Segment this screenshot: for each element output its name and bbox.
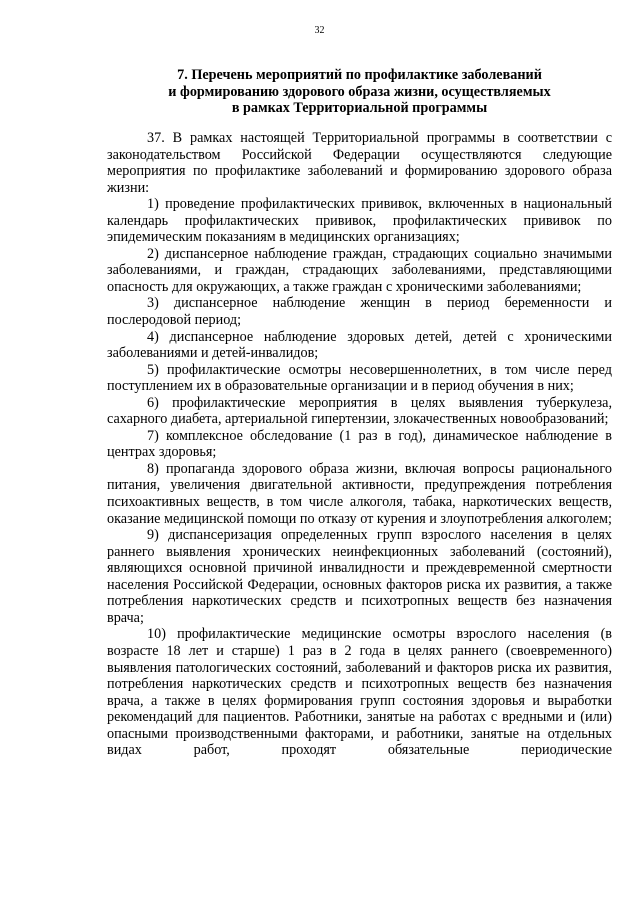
list-item-3-pregnancy-observation: 3) диспансерное наблюдение женщин в период беременности и послеродовой период; <box>107 295 612 329</box>
list-item-1-vaccinations: 1) проведение профилактических прививок, включенных в национальный календарь профилактических прививок, профилактических прививок по эпидемическим показаниям в медицинских организациях; <box>107 196 612 246</box>
section-heading-line-2: и формированию здорового образа жизни, осуществляемых <box>168 83 551 100</box>
section-heading-line-3: в рамках Территориальной программы <box>231 100 488 117</box>
list-item-6-preventive-measures: 6) профилактические мероприятия в целях выявления туберкулеза, сахарного диабета, артериальной гипертензии, злокачественных новообразований; <box>107 394 612 428</box>
list-item-2-dispensary-observation: 2) диспансерное наблюдение граждан, страдающих социально значимыми заболеваниями, и граждан, страдающих заболеваниями, представляющими опасность для окружающих, а также граждан с хроническими заболеваниями; <box>107 245 612 295</box>
list-item-4-children-observation: 4) диспансерное наблюдение здоровых детей, детей с хроническими заболеваниями и детей-инвалидов; <box>107 328 612 362</box>
list-item-5-minors-examinations: 5) профилактические осмотры несовершеннолетних, в том числе перед поступлением их в образовательные организации и в период обучения в них; <box>107 361 612 395</box>
list-item-7-comprehensive-examination: 7) комплексное обследование (1 раз в год), динамическое наблюдение в центрах здоровья; <box>107 427 612 461</box>
list-item-9-dispanserization: 9) диспансеризация определенных групп взрослого населения в целях раннего выявления хронических неинфекционных заболеваний (состояний), являющихся основной причиной инвалидности и преждевременной смертности населения Российской Федерации, основных факторов риска их развития, а также потребления наркотических средств и психотропных веществ без назначения врача; <box>107 527 612 626</box>
document-body <box>107 130 612 759</box>
paragraph-37-intro: 37. В рамках настоящей Территориальной программы в соответствии с законодательством Российской Федерации осуществляются следующие мероприятия по профилактике заболеваний и формированию здорового образа жизни: <box>107 130 612 196</box>
list-item-8-healthy-lifestyle-promotion: 8) пропаганда здорового образа жизни, включая вопросы рационального питания, увеличения двигательной активности, предупреждения потребления психоактивных веществ, в том числе алкоголя, табака, наркотических веществ, оказание медицинской помощи по отказу от курения и злоупотребления алкоголем; <box>107 460 612 527</box>
page-number: 32 <box>314 25 325 36</box>
section-heading-line-1: 7. Перечень мероприятий по профилактике заболеваний <box>177 67 542 83</box>
section-heading <box>107 67 612 117</box>
list-item-10-preventive-examinations: 10) профилактические медицинские осмотры взрослого населения (в возрасте 18 лет и старше) 1 раз в 2 года в целях раннего (своевременного) выявления патологических состояний, заболеваний и факторов риска их развития, потребления наркотических средств и психотропных веществ без назначения врача, а также в целях формирования групп состояния здоровья и выработки рекомендаций для пациентов. Работники, занятые на работах с вредными и (или) опасными производственными факторами, и работники, занятые на отдельных видах работ, проходят обязательные периодические <box>107 626 612 759</box>
